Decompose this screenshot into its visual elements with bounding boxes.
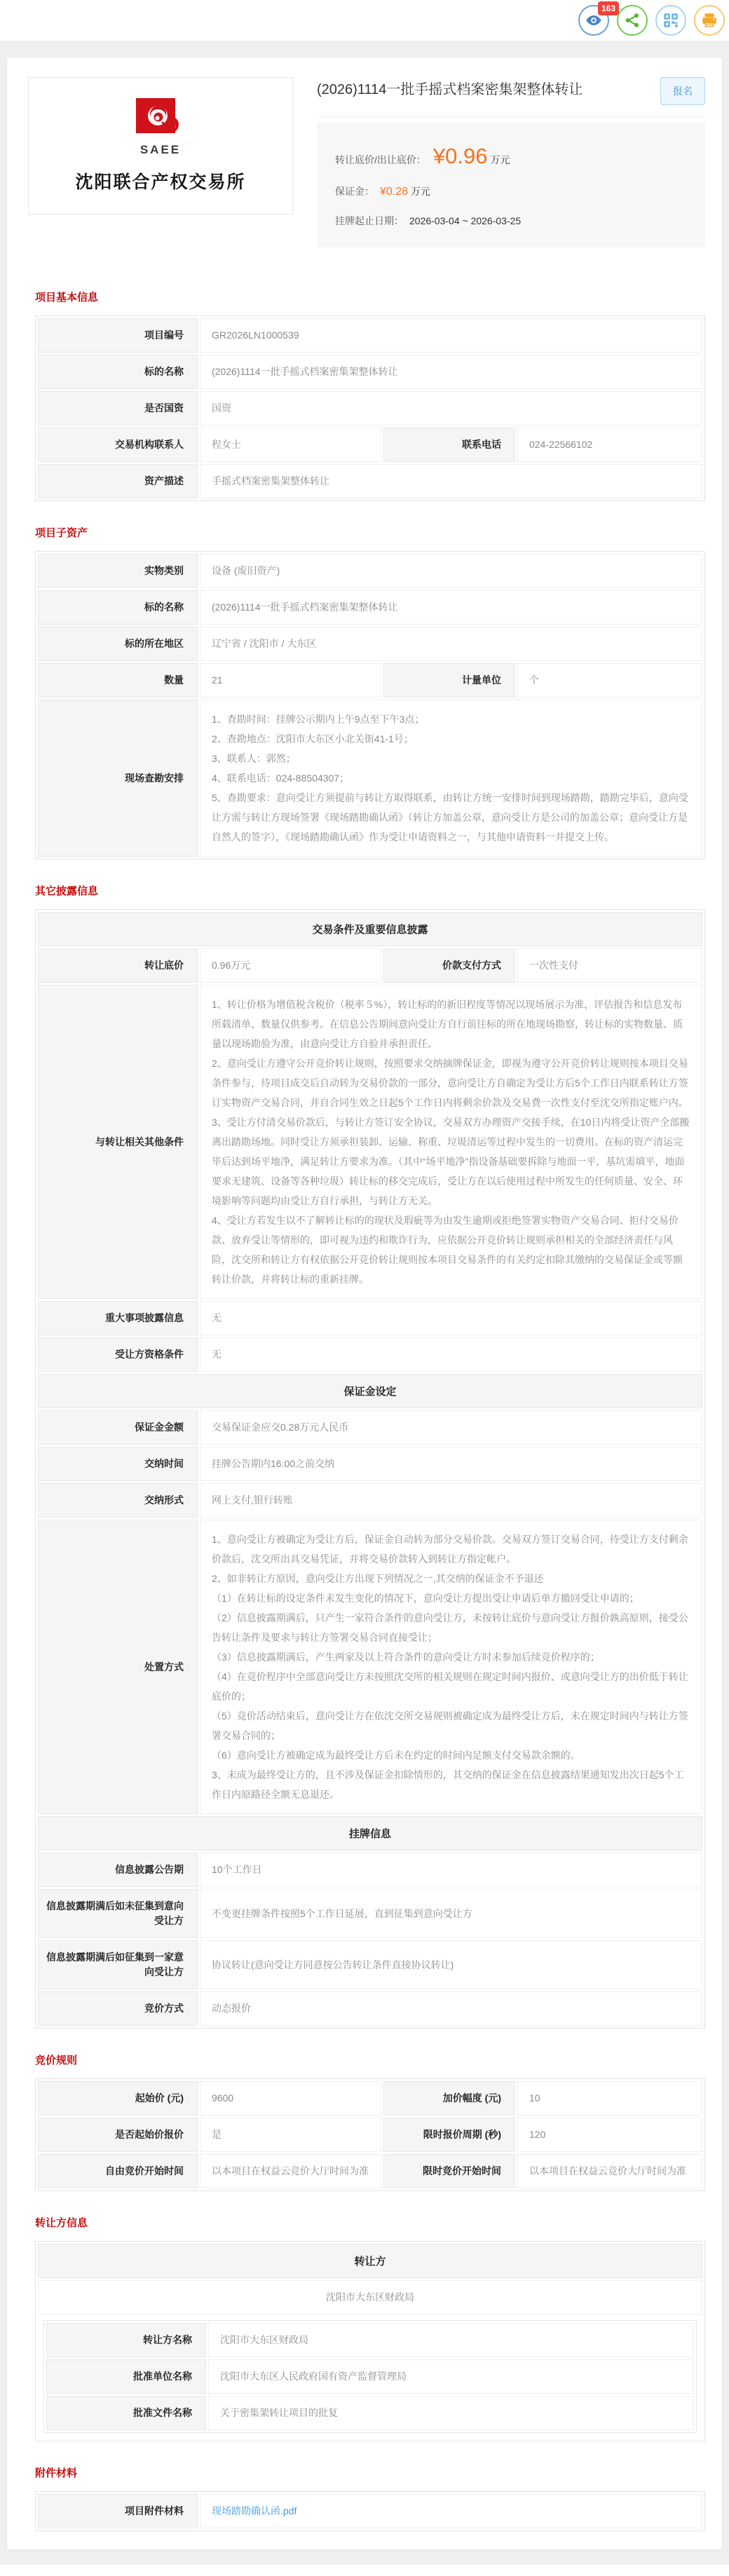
row-value-multiline bbox=[200, 1520, 702, 1814]
listing-dates-line bbox=[335, 214, 687, 228]
detail-card bbox=[7, 57, 722, 2549]
qr-code-icon bbox=[662, 11, 680, 29]
text-line: 4、受让方若发生以不了解转让标的的现状及瑕疵等为由发生逾期或拒绝签署实物资产交易合同、拒付交易价款、放弃受让等情形的，即可视为违约和欺诈行为，应依据公开竞价转让规则承担相关的全部经济责任与风险，沈交所和转让方有权依据公开竞价转让规则按本项目交易条件的有关约定扣除其缴纳的交易保证金或等额转让价款，并将转让标的重新挂牌。 bbox=[212, 1215, 683, 1285]
row-label: 项目编号 bbox=[38, 318, 198, 353]
row-label: 计量单位 bbox=[383, 663, 515, 697]
exchange-name: 沈阳联合产权交易所 bbox=[75, 173, 246, 192]
row-value: 无 bbox=[200, 1301, 702, 1335]
section-heading-sub-asset: 项目子资产 bbox=[35, 527, 88, 539]
printer-icon bbox=[700, 11, 718, 29]
attachment-link[interactable]: 现场踏勘确认函.pdf bbox=[212, 2505, 297, 2516]
group-header: 保证金设定 bbox=[38, 1374, 702, 1408]
table-row bbox=[38, 464, 702, 498]
table-row bbox=[38, 1940, 702, 1989]
table-row bbox=[38, 428, 702, 462]
row-value: 网上支付,银行转账 bbox=[200, 1483, 702, 1518]
transferor-inner-table bbox=[43, 2320, 697, 2433]
row-label: 批准文件名称 bbox=[46, 2396, 206, 2430]
row-value: 沈阳市大东区人民政府国有资产监督管理局 bbox=[208, 2359, 694, 2394]
text-line: 1、意向受让方被确定为受让方后，保证金自动转为部分交易价款。交易双方签订交易合同，待受让方支付剩余价款后，沈交所出具交易凭证，并将交易价款转入到转让方指定帐户。 bbox=[212, 1534, 688, 1565]
text-line: （4）在竞价程序中全部意向受让方未按照沈交所的相关规则在规定时间内报价、或意向受让方的出价低于转让底价的； bbox=[212, 1671, 688, 1702]
row-label: 交纳形式 bbox=[38, 1483, 198, 1518]
listing-dates-label: 挂牌起止日期： bbox=[335, 215, 404, 226]
table-row bbox=[38, 1483, 702, 1518]
logo-acronym: SAEE bbox=[139, 143, 182, 156]
share-icon bbox=[623, 11, 641, 29]
group-header: 挂牌信息 bbox=[38, 1816, 702, 1851]
row-value: 以本项目在权益云竞价大厅时间为准 bbox=[200, 2154, 381, 2188]
row-label: 信息披露期满后如未征集到意向受让方 bbox=[38, 1889, 198, 1938]
row-label: 标的名称 bbox=[38, 355, 198, 389]
text-line: 3、受让方付清交易价款后，与转让方签订安全协议，交易双方办理资产交接手续，在10日内将受让资产全部搬离出踏勘场地。同时受让方须承担装卸、运输、称重、垃圾清运等过程中发生的一切费用。在标的资产清运完毕后达到场平地净，满足转让方要求为准。（其中“场平地净”指设备基础要拆除与地面一平，基坑需填平，地面要求无建筑、设备等各种垃圾）转让标的移交完成后，受让方在以后使用过程中所发生的任何质量、安全、环境影响等问题均由受让方自行承担，与转让方无关。 bbox=[212, 1117, 690, 1206]
row-value: 关于密集架转让项目的批复 bbox=[208, 2396, 694, 2430]
row-value: 024-22566102 bbox=[517, 428, 702, 462]
row-value: 程女士 bbox=[200, 428, 381, 462]
row-value: 10 bbox=[517, 2081, 702, 2115]
row-label: 转让方名称 bbox=[46, 2323, 206, 2357]
view-count-button[interactable] bbox=[578, 4, 615, 36]
toolbar bbox=[0, 0, 729, 41]
transferor-table bbox=[35, 2241, 705, 2441]
table-row bbox=[38, 1337, 702, 1372]
row-label: 起始价 (元) bbox=[38, 2081, 198, 2115]
table-row bbox=[46, 2359, 694, 2394]
deposit-value: ¥0.28 bbox=[380, 186, 409, 198]
row-value: 国资 bbox=[200, 391, 702, 425]
table-row bbox=[38, 355, 702, 389]
row-label: 保证金金额 bbox=[38, 1410, 198, 1445]
row-value bbox=[200, 2494, 702, 2528]
row-value: 沈阳市大东区财政局 bbox=[208, 2323, 694, 2357]
apply-button[interactable]: 报名 bbox=[660, 77, 705, 105]
row-label: 自由竞价开始时间 bbox=[38, 2154, 198, 2188]
card-header bbox=[28, 77, 705, 266]
section-heading-basic-info: 项目基本信息 bbox=[35, 292, 99, 304]
text-line: 2、意向受让方遵守公开竞价转让规则，按照要求交纳摘牌保证金，即视为遵守公开竞价转让规则按本项目交易条件参与，待项目成交后自动转为交易价款的一部分，意向受让方自确定为受让方后5个工作日内联系转让方签订实物资产交易合同，并自合同生效之日起5个工作日内将剩余价款及交易费一次性支付至沈交所指定账户内。 bbox=[212, 1058, 688, 1108]
row-label: 批准单位名称 bbox=[46, 2359, 206, 2394]
header-right bbox=[317, 77, 705, 247]
deposit-label: 保证金： bbox=[335, 186, 374, 197]
text-line: 4、联系电话：024-88504307； bbox=[212, 772, 350, 784]
row-value: 21 bbox=[200, 663, 381, 697]
row-label: 标的所在地区 bbox=[38, 627, 198, 661]
deposit-line bbox=[335, 184, 687, 198]
text-line: 2、如非转让方原因，意向受让方出现下列情况之一,其交纳的保证金不予退还 bbox=[212, 1573, 544, 1584]
table-row bbox=[38, 1447, 702, 1481]
row-value-multiline bbox=[200, 700, 702, 857]
exchange-logo bbox=[28, 77, 293, 214]
attachments-table bbox=[35, 2491, 705, 2531]
row-value: 辽宁省 / 沈阳市 / 大东区 bbox=[200, 627, 702, 661]
page-title: (2026)1114一批手摇式档案密集架整体转让 bbox=[317, 82, 583, 97]
disclosure-table bbox=[35, 909, 705, 2029]
table-row bbox=[38, 1374, 702, 1408]
row-label: 限时报价周期 (秒) bbox=[383, 2118, 515, 2152]
text-line: 1、查勘时间：挂牌公示期内上午9点至下午3点； bbox=[212, 714, 425, 725]
row-label: 是否国资 bbox=[38, 391, 198, 425]
row-value: 10个工作日 bbox=[200, 1853, 702, 1887]
row-label: 与转让相关其他条件 bbox=[38, 985, 198, 1299]
table-row bbox=[38, 2494, 702, 2528]
title-row bbox=[317, 77, 705, 117]
floor-price-label: 转让底价/出让底价： bbox=[335, 154, 426, 165]
row-value-multiline bbox=[200, 985, 702, 1299]
table-row bbox=[38, 1853, 702, 1887]
row-label: 联系电话 bbox=[383, 428, 515, 462]
table-row bbox=[46, 2396, 694, 2430]
row-value: 个 bbox=[517, 663, 702, 697]
floor-price-line bbox=[335, 144, 687, 169]
row-label: 受让方资格条件 bbox=[38, 1337, 198, 1372]
row-value: 不变更挂牌条件按照5个工作日延展，直到征集到意向受让方 bbox=[200, 1889, 702, 1938]
table-row bbox=[38, 1889, 702, 1938]
text-line: （1）在转让标的设定条件未发生变化的情况下，意向受让方提出受让申请后单方撤回受让申请的； bbox=[212, 1593, 639, 1604]
deposit-unit: 万元 bbox=[411, 186, 431, 197]
text-line: 3、联系人：郭然； bbox=[212, 753, 296, 764]
table-row bbox=[38, 318, 702, 353]
text-line: 2、查勘地点：沈阳市大东区小北关街41-1号； bbox=[212, 733, 414, 744]
text-line: 5、查勘要求：意向受让方须提前与转让方取得联系，由转让方统一安排时间到现场踏勘，踏勘完毕后，意向受让方需与转让方现场签署《现场踏勘确认函》（转让方加盖公章，意向受让方是公司的加盖公章；意向受让方是自然人的签字），《现场踏勘确认函》作为受让申请资料之一，与其他申请资料一并提交上传。 bbox=[212, 792, 688, 843]
footer-strip bbox=[0, 2565, 729, 2576]
section-heading-disclosure: 其它披露信息 bbox=[35, 885, 99, 897]
row-label: 是否起始价报价 bbox=[38, 2118, 198, 2152]
table-row bbox=[38, 2154, 702, 2188]
row-label: 数量 bbox=[38, 663, 198, 697]
listing-dates-value: 2026-03-04 ~ 2026-03-25 bbox=[409, 215, 522, 226]
transferor-inner-wrap bbox=[38, 2317, 702, 2439]
text-line: 3、未成为最终受让方的，且不涉及保证金扣除情形的，其交纳的保证金在信息披露结果通知发出次日起5个工作日内原路径全额无息退还。 bbox=[212, 1769, 684, 1800]
table-row bbox=[38, 2244, 702, 2278]
row-value: 设备 (废旧资产) bbox=[200, 554, 702, 588]
row-value: 协议转让(意向受让方同意按公告转让条件直接协议转让) bbox=[200, 1940, 702, 1989]
row-value: 以本项目在权益云竞价大厅时间为准 bbox=[517, 2154, 702, 2188]
bidding-rules-table bbox=[35, 2078, 705, 2191]
table-row bbox=[38, 1301, 702, 1335]
text-line: （6）意向受让方被确定成为最终受让方后未在约定的时间内足额支付交易款余额的。 bbox=[212, 1750, 580, 1761]
table-row bbox=[38, 985, 702, 1299]
row-value: 动态报价 bbox=[200, 1991, 702, 2026]
text-line: （5）竞价活动结束后，意向受让方在依沈交所交易规则被确定成为最终受让方后，未在规定时间内与转让方签署交易合同的； bbox=[212, 1710, 688, 1741]
row-label: 实物类别 bbox=[38, 554, 198, 588]
floor-price-value: ¥0.96 bbox=[432, 144, 488, 168]
sub-asset-table bbox=[35, 551, 705, 859]
table-row bbox=[38, 627, 702, 661]
table-row bbox=[38, 1816, 702, 1851]
table-row bbox=[38, 590, 702, 625]
section-heading-bidding-rules: 竞价规则 bbox=[35, 2054, 78, 2066]
table-row bbox=[38, 1991, 702, 2026]
group-header: 转让方 bbox=[38, 2244, 702, 2278]
row-label: 交易机构联系人 bbox=[38, 428, 198, 462]
section-heading-attachments: 附件材料 bbox=[35, 2467, 78, 2479]
qr-code-button[interactable] bbox=[655, 5, 686, 36]
row-label: 现场查勘安排 bbox=[38, 700, 198, 857]
row-label: 项目附件材料 bbox=[38, 2494, 198, 2528]
row-label: 处置方式 bbox=[38, 1520, 198, 1814]
row-value: 9600 bbox=[200, 2081, 381, 2115]
section-heading-transferor: 转让方信息 bbox=[35, 2217, 88, 2229]
row-label: 标的名称 bbox=[38, 590, 198, 625]
row-label: 资产描述 bbox=[38, 464, 198, 498]
row-label: 交纳时间 bbox=[38, 1447, 198, 1481]
price-info-box bbox=[317, 123, 705, 247]
row-label: 价款支付方式 bbox=[383, 948, 515, 983]
table-row bbox=[38, 2118, 702, 2152]
row-value: 120 bbox=[517, 2118, 702, 2152]
row-value: GR2026LN1000539 bbox=[200, 318, 702, 353]
share-button[interactable] bbox=[617, 5, 648, 36]
table-row bbox=[38, 912, 702, 946]
row-value: 一次性支付 bbox=[517, 948, 702, 983]
row-value: 是 bbox=[200, 2118, 381, 2152]
table-row bbox=[38, 663, 702, 697]
row-label: 信息披露公告期 bbox=[38, 1853, 198, 1887]
row-label: 转让底价 bbox=[38, 948, 198, 983]
row-value: 挂牌公告期内16:00之前交纳 bbox=[200, 1447, 702, 1481]
table-row bbox=[38, 2280, 702, 2315]
saee-logo-icon bbox=[135, 98, 186, 142]
table-row bbox=[38, 391, 702, 425]
view-count-badge: 163 bbox=[598, 1, 619, 15]
text-line: （3）信息披露期满后，产生两家及以上符合条件的意向受让方时未参加后续竞价程序的； bbox=[212, 1651, 600, 1663]
table-row bbox=[38, 948, 702, 983]
row-value: 无 bbox=[200, 1337, 702, 1372]
table-row bbox=[38, 1410, 702, 1445]
row-label: 信息披露期满后如征集到一家意向受让方 bbox=[38, 1940, 198, 1989]
table-row bbox=[38, 1520, 702, 1814]
row-label: 重大事项披露信息 bbox=[38, 1301, 198, 1335]
text-line: 1、转让价格为增值税含税价（税率５%），转让标的的新旧程度等情况以现场展示为准，评估报告和信息发布所载清单、数量仅供参考。在信息公告期间意向受让方自行前往标的所在地现场勘察，转让标的实物数量、质量以现场勘验为准，由意向受让方自验并承担责任。 bbox=[212, 999, 683, 1049]
page-background bbox=[0, 41, 729, 2565]
floor-price-unit: 万元 bbox=[490, 154, 510, 165]
row-value: 0.96万元 bbox=[200, 948, 381, 983]
group-header: 交易条件及重要信息披露 bbox=[38, 912, 702, 946]
table-row bbox=[38, 2081, 702, 2115]
table-row bbox=[46, 2323, 694, 2357]
row-value: (2026)1114一批手摇式档案密集架整体转让 bbox=[200, 590, 702, 625]
row-label: 限时竞价开始时间 bbox=[383, 2154, 515, 2188]
transferor-name-centered: 沈阳市大东区财政局 bbox=[38, 2280, 702, 2315]
row-value: 交易保证金应交0.28万元人民币 bbox=[200, 1410, 702, 1445]
text-line: （2）信息披露期满后，只产生一家符合条件的意向受让方，未按转让底价与意向受让方报价孰高原则，接受公告转让条件及要求与转让方签署交易合同直接受让； bbox=[212, 1612, 688, 1643]
row-value: 手摇式档案密集架整体转让 bbox=[200, 464, 702, 498]
row-label: 竞价方式 bbox=[38, 1991, 198, 2026]
row-label: 加价幅度 (元) bbox=[383, 2081, 515, 2115]
row-value: (2026)1114一批手摇式档案密集架整体转让 bbox=[200, 355, 702, 389]
table-row bbox=[38, 700, 702, 857]
print-button[interactable] bbox=[694, 5, 725, 36]
basic-info-table bbox=[35, 315, 705, 501]
table-row bbox=[38, 554, 702, 588]
